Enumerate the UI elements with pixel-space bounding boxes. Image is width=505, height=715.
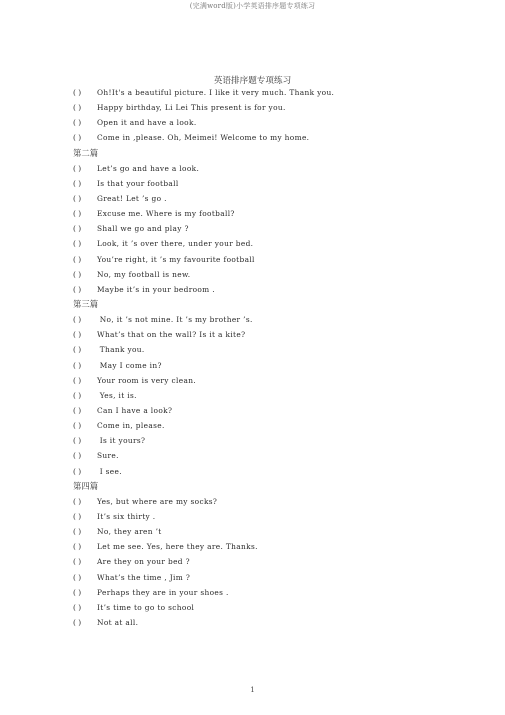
item-text: Open it and have a look. (97, 118, 197, 128)
ordering-item (73, 600, 473, 615)
ordering-item (73, 115, 473, 130)
section-heading: 第三篇 (73, 298, 99, 309)
item-text: What’s the time , Jim ? (97, 572, 191, 582)
answer-bracket: ( ) (73, 572, 82, 582)
ordering-item (73, 236, 473, 251)
answer-bracket: ( ) (73, 496, 82, 506)
item-text: I see. (97, 466, 122, 476)
ordering-item (73, 388, 473, 403)
answer-bracket: ( ) (73, 345, 82, 355)
answer-bracket: ( ) (73, 451, 82, 461)
item-text: It’s time to go to school (97, 602, 195, 612)
ordering-item (73, 539, 473, 554)
item-text: Yes, but where are my socks? (97, 496, 218, 506)
item-text: May I come in? (97, 360, 162, 370)
answer-bracket: ( ) (73, 224, 82, 234)
ordering-item (73, 615, 473, 630)
answer-bracket: ( ) (73, 617, 82, 627)
item-text: Yes, it is. (97, 390, 137, 400)
ordering-item (73, 448, 473, 463)
answer-bracket: ( ) (73, 557, 82, 567)
ordering-item (73, 176, 473, 191)
ordering-item (73, 403, 473, 418)
item-text: What’s that on the wall? Is it a kite? (97, 330, 246, 340)
ordering-item (73, 282, 473, 297)
answer-bracket: ( ) (73, 375, 82, 385)
answer-bracket: ( ) (73, 118, 82, 128)
ordering-item (73, 267, 473, 282)
ordering-item (73, 524, 473, 539)
page-number: 1 (250, 686, 255, 694)
answer-bracket: ( ) (73, 466, 82, 476)
answer-bracket: ( ) (73, 390, 82, 400)
ordering-item (73, 373, 473, 388)
item-text: Excuse me. Where is my football? (97, 209, 235, 219)
ordering-item (73, 554, 473, 569)
ordering-item (73, 327, 473, 342)
answer-bracket: ( ) (73, 88, 82, 97)
exercise-content (73, 85, 473, 630)
item-text: Shall we go and play ? (97, 224, 189, 234)
answer-bracket: ( ) (73, 587, 82, 597)
item-text: Come in ,please. Oh, Meimei! Welcome to my home. (97, 133, 310, 143)
ordering-item (73, 252, 473, 267)
item-text: Sure. (97, 451, 119, 461)
item-text: You’re right, it ’s my favourite football (97, 254, 255, 264)
ordering-item (73, 221, 473, 236)
answer-bracket: ( ) (73, 511, 82, 521)
answer-bracket: ( ) (73, 239, 82, 249)
ordering-item (73, 433, 473, 448)
answer-bracket: ( ) (73, 254, 82, 264)
item-text: Thank you. (97, 345, 145, 355)
ordering-item (73, 358, 473, 373)
item-text: Maybe it’s in your bedroom . (97, 284, 215, 294)
answer-bracket: ( ) (73, 193, 82, 203)
section-heading: 第二篇 (73, 147, 99, 158)
item-text: Is that your football (97, 178, 179, 188)
item-text: No, they aren ’t (97, 527, 162, 537)
answer-bracket: ( ) (73, 436, 82, 446)
answer-bracket: ( ) (73, 209, 82, 219)
answer-bracket: ( ) (73, 360, 82, 370)
ordering-item (73, 464, 473, 479)
ordering-item (73, 312, 473, 327)
ordering-item (73, 342, 473, 357)
item-text: Let’s go and have a look. (97, 163, 200, 173)
item-text: No, my football is new. (97, 269, 191, 279)
item-text: Look, it ’s over there, under your bed. (97, 239, 254, 249)
ordering-item (73, 570, 473, 585)
answer-bracket: ( ) (73, 103, 82, 113)
item-text: Let me see. Yes, here they are. Thanks. (97, 542, 258, 552)
answer-bracket: ( ) (73, 315, 82, 325)
ordering-item (73, 130, 473, 145)
document-title: 英语排序题专项练习 (213, 76, 292, 86)
answer-bracket: ( ) (73, 284, 82, 294)
ordering-item (73, 494, 473, 509)
item-text: Your room is very clean. (97, 375, 197, 385)
ordering-item (73, 206, 473, 221)
item-text: Are they on your bed ? (97, 557, 190, 567)
item-text: Can I have a look? (97, 405, 173, 415)
answer-bracket: ( ) (73, 163, 82, 173)
item-text: Oh!It's a beautiful picture. I like it very much. Thank you. (97, 88, 335, 97)
ordering-item (73, 161, 473, 176)
item-text: Great! Let ’s go . (97, 193, 167, 203)
answer-bracket: ( ) (73, 602, 82, 612)
item-text: Happy birthday, Li Lei This present is for you. (97, 103, 286, 113)
answer-bracket: ( ) (73, 330, 82, 340)
running-header: (完满word版)小学英语排序题专项练习 (189, 2, 316, 10)
item-text: No, it ’s not mine. It ’s my brother ’s. (97, 315, 253, 325)
answer-bracket: ( ) (73, 178, 82, 188)
answer-bracket: ( ) (73, 527, 82, 537)
section-heading: 第四篇 (73, 480, 99, 491)
answer-bracket: ( ) (73, 405, 82, 415)
ordering-item (73, 585, 473, 600)
item-text: Is it yours? (97, 436, 146, 446)
ordering-item (73, 509, 473, 524)
answer-bracket: ( ) (73, 421, 82, 431)
ordering-item (73, 85, 473, 100)
item-text: Not at all. (97, 617, 139, 627)
ordering-item (73, 418, 473, 433)
answer-bracket: ( ) (73, 269, 82, 279)
answer-bracket: ( ) (73, 133, 82, 143)
item-text: It’s six thirty . (97, 511, 156, 521)
answer-bracket: ( ) (73, 542, 82, 552)
ordering-item (73, 191, 473, 206)
ordering-item (73, 100, 473, 115)
item-text: Come in, please. (97, 421, 165, 431)
item-text: Perhaps they are in your shoes . (97, 587, 229, 597)
